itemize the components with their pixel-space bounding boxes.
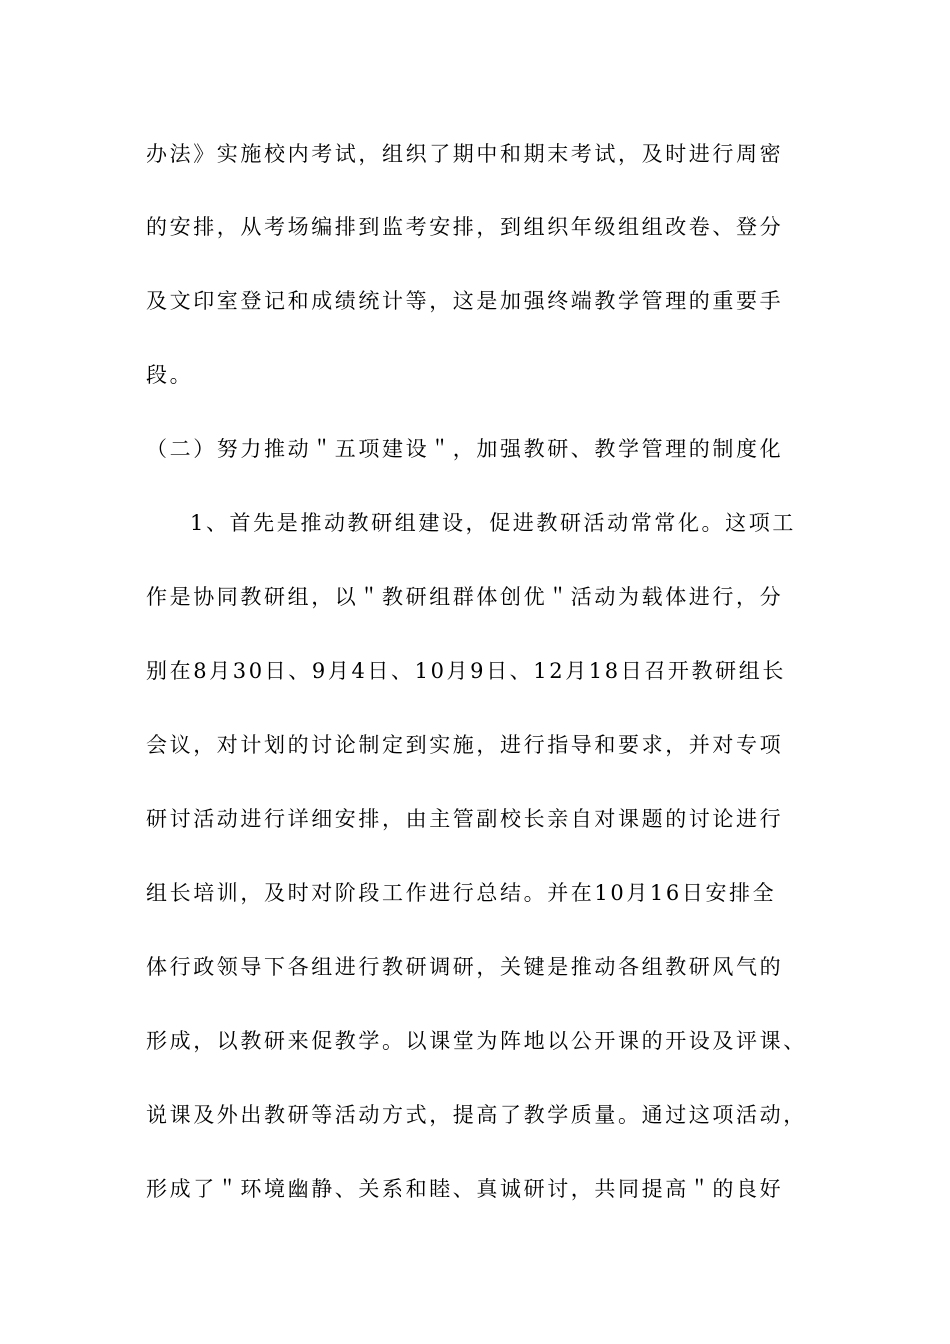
paragraph-line: 形成了＂环境幽静、关系和睦、真诚研讨，共同提高＂的良好 [146,1177,784,1201]
paragraph-line: 形成，以教研来促教学。以课堂为阵地以公开课的开设及评课、 [146,1029,807,1053]
paragraph-line: 1、首先是推动教研组建设，促进教研活动常常化。这项工 [190,511,796,535]
paragraph-line: 及文印室登记和成绩统计等，这是加强终端教学管理的重要手 [146,289,784,313]
paragraph-line: 组长培训，及时对阶段工作进行总结。并在10月16日安排全 [146,881,777,905]
paragraph-line: 研讨活动进行详细安排，由主管副校长亲自对课题的讨论进行 [146,807,784,831]
paragraph-line: 作是协同教研组，以＂教研组群体创优＂活动为载体进行，分 [146,585,784,609]
paragraph-line: 别在8月30日、9月4日、10月9日、12月18日召开教研组长 [146,659,786,683]
paragraph-line: 会议，对计划的讨论制定到实施，进行指导和要求，并对专项 [146,733,784,757]
paragraph-line: 体行政领导下各组进行教研调研，关键是推动各组教研风气的 [146,955,784,979]
paragraph-line: 的安排，从考场编排到监考安排，到组织年级组组改卷、登分 [146,215,784,239]
paragraph-line: 段。 [146,363,194,387]
paragraph-line: 办法》实施校内考试，组织了期中和期末考试，及时进行周密 [146,142,784,166]
paragraph-line: 说课及外出教研等活动方式，提高了教学质量。通过这项活动， [146,1103,807,1127]
section-heading: （二）努力推动＂五项建设＂，加强教研、教学管理的制度化 [146,437,784,461]
